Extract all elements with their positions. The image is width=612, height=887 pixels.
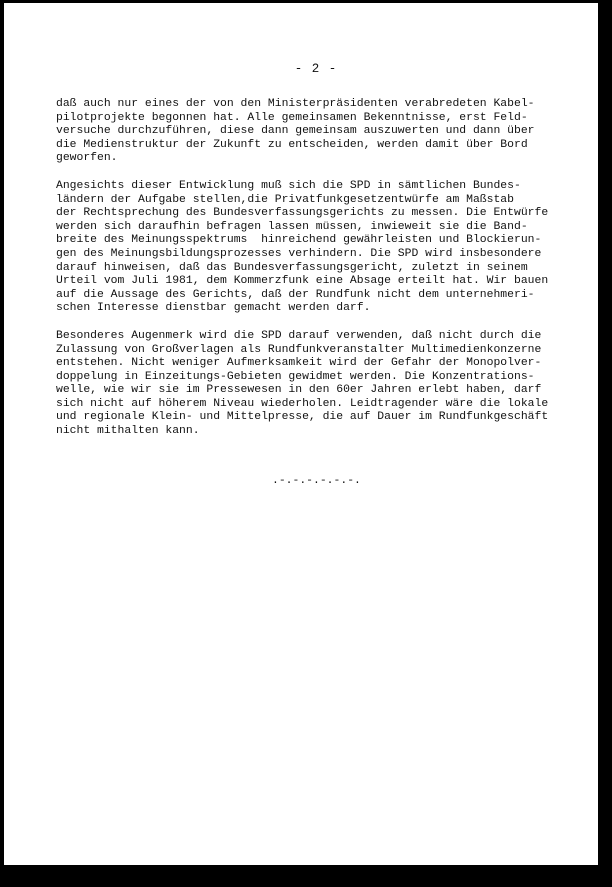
text-line: geworfen. <box>56 152 118 165</box>
text-line: Besonderes Augenmerk wird die SPD darauf verwenden, daß nicht durch die <box>56 329 542 342</box>
text-line: breite des Meinungsspektrums hinreichend gewährleisten und Blockierun- <box>56 234 542 247</box>
text-line: Zulassung von Großverlagen als Rundfunkveranstalter Multimedienkonzerne <box>56 343 542 356</box>
text-line: versuche durchzuführen, diese dann gemeinsam auszuwerten und dann über <box>56 125 535 138</box>
page-number: - 2 - <box>294 62 338 76</box>
paragraph-2 <box>56 180 576 316</box>
text-line: gen des Meinungsbildungsprozesses verhindern. Die SPD wird insbesondere <box>56 247 542 260</box>
text-line: doppelung in Einzeitungs-Gebieten gewidmet werden. Die Konzentrations- <box>56 370 535 383</box>
text-line: schen Interesse dienstbar gemacht werden darf. <box>56 302 371 315</box>
text-line: auf die Aussage des Gerichts, daß der Rundfunk nicht dem unternehmeri- <box>56 288 535 301</box>
text-line: die Medienstruktur der Zukunft zu entscheiden, werden damit über Bord <box>56 138 528 151</box>
text-line: sich nicht auf höherem Niveau wiederholen. Leidtragender wäre die lokale <box>56 397 549 410</box>
text-line: Urteil vom Juli 1981, dem Kommerzfunk eine Absage erteilt hat. Wir bauen <box>56 275 549 288</box>
text-line: werden sich daraufhin befragen lassen müssen, inwieweit sie die Band- <box>56 220 528 233</box>
paragraph-1 <box>56 98 576 166</box>
text-line: entstehen. Nicht weniger Aufmerksamkeit wird der Gefahr der Monopolver- <box>56 357 542 370</box>
text-line: und regionale Klein- und Mittelpresse, die auf Dauer im Rundfunkgeschäft <box>56 411 549 424</box>
text-line: daß auch nur eines der von den Ministerpräsidenten verabredeten Kabel- <box>56 98 535 110</box>
text-line: Angesichts dieser Entwicklung muß sich die SPD in sämtlichen Bundes- <box>56 179 521 192</box>
text-line: darauf hinweisen, daß das Bundesverfassungsgericht, zuletzt in seinem <box>56 261 528 274</box>
paragraph-3 <box>56 330 576 439</box>
text-line: ländern der Aufgabe stellen,die Privatfunkgesetzentwürfe am Maßstab <box>56 193 514 206</box>
text-line: nicht mithalten kann. <box>56 425 200 438</box>
text-line: welle, wie wir sie im Pressewesen in den 60er Jahren erlebt haben, darf <box>56 384 542 397</box>
text-line: der Rechtsprechung des Bundesverfassungsgerichts zu messen. Die Entwürfe <box>56 207 549 220</box>
document-page <box>56 62 576 487</box>
text-line: pilotprojekte begonnen hat. Alle gemeinsamen Bekenntnisse, erst Feld- <box>56 111 528 124</box>
section-separator: .-.-.-.-.-.-. <box>272 474 361 487</box>
